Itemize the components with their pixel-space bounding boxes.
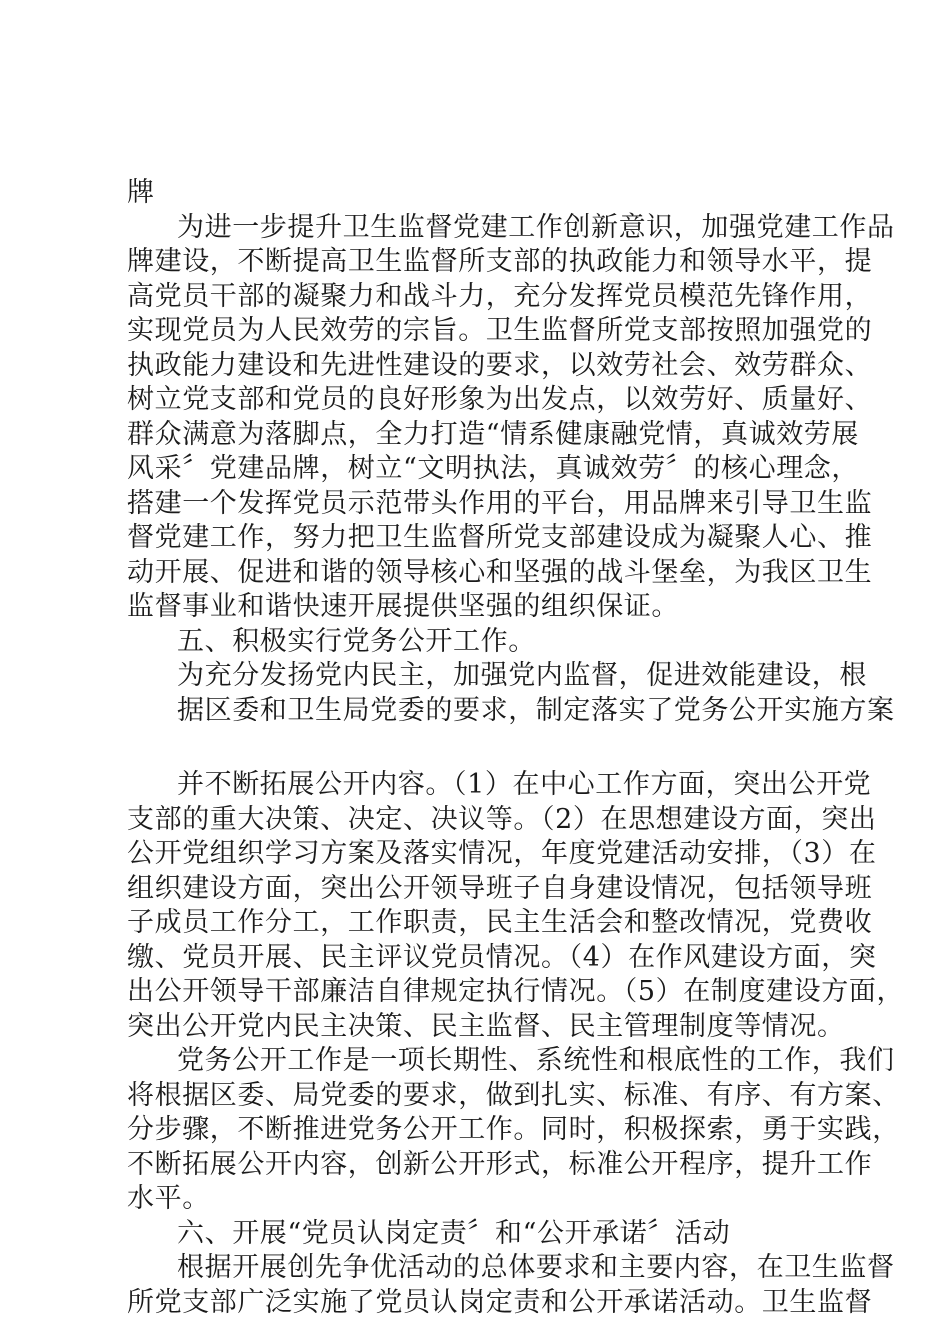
text-line: 树立党支部和党员的良好形象为出发点，以效劳好、质量好、 [127, 384, 873, 415]
text-line: 牌 [127, 177, 155, 208]
text-line: 出公开领导干部廉洁自律规定执行情况。（5）在制度建设方面， [127, 976, 905, 1007]
text-line: 实现党员为人民效劳的宗旨。卫生监督所党支部按照加强党的 [127, 315, 873, 346]
text-line: 为进一步提升卫生监督党建工作创新意识，加强党建工作品 [177, 212, 895, 243]
text-line: 党务公开工作是一项长期性、系统性和根底性的工作，我们 [177, 1045, 895, 1076]
text-line: 子成员工作分工，工作职责，民主生活会和整改情况，党费收 [127, 907, 873, 938]
text-line: 搭建一个发挥党员示范带头作用的平台，用品牌来引导卫生监 [127, 488, 873, 519]
text-line: 不断拓展公开内容，创新公开形式，标准公开程序，提升工作 [127, 1149, 873, 1180]
text-line: 高党员干部的凝聚力和战斗力，充分发挥党员模范先锋作用， [127, 281, 873, 312]
text-line: 将根据区委、局党委的要求，做到扎实、标准、有序、有方案、 [127, 1080, 900, 1111]
text-line: 为充分发扬党内民主，加强党内监督，促进效能建设，根 [177, 660, 867, 691]
text-line: 支部的重大决策、决定、决议等。（2）在思想建设方面，突出 [127, 804, 877, 835]
text-line: 组织建设方面，突出公开领导班子自身建设情况，包括领导班 [127, 873, 873, 904]
text-line: 所党支部广泛实施了党员认岗定责和公开承诺活动。卫生监督 [127, 1287, 873, 1318]
text-line: 执政能力建设和先进性建设的要求，以效劳社会、效劳群众、 [127, 350, 873, 381]
section-heading: 五、积极实行党务公开工作。 [177, 626, 536, 657]
text-line: 群众满意为落脚点，全力打造“情系健康融党情，真诚效劳展 [127, 419, 860, 450]
text-line: 根据开展创先争优活动的总体要求和主要内容，在卫生监督 [177, 1252, 895, 1283]
text-line: 突出公开党内民主决策、民主监督、民主管理制度等情况。 [127, 1011, 845, 1042]
text-line: 分步骤，不断推进党务公开工作。同时，积极探索，勇于实践， [127, 1114, 900, 1145]
text-line: 水平。 [127, 1183, 210, 1214]
text-line: 风采〞党建品牌，树立“文明执法，真诚效劳〞的核心理念， [127, 453, 860, 484]
text-line: 牌建设，不断提高卫生监督所支部的执政能力和领导水平，提 [127, 246, 873, 277]
text-line: 公开党组织学习方案及落实情况，年度党建活动安排，（3）在 [127, 838, 877, 869]
text-line: 动开展、促进和谐的领导核心和坚强的战斗堡垒，为我区卫生 [127, 557, 873, 588]
text-line: 督党建工作，努力把卫生监督所党支部建设成为凝聚人心、推 [127, 522, 873, 553]
text-line: 并不断拓展公开内容。（1）在中心工作方面，突出公开党 [177, 769, 872, 800]
text-line: 缴、党员开展、民主评议党员情况。（4）在作风建设方面，突 [127, 942, 877, 973]
text-line: 监督事业和谐快速开展提供坚强的组织保证。 [127, 591, 679, 622]
section-heading: 六、开展“党员认岗定责〞和“公开承诺〞活动 [177, 1218, 731, 1249]
text-line: 据区委和卫生局党委的要求，制定落实了党务公开实施方案 [177, 695, 895, 726]
